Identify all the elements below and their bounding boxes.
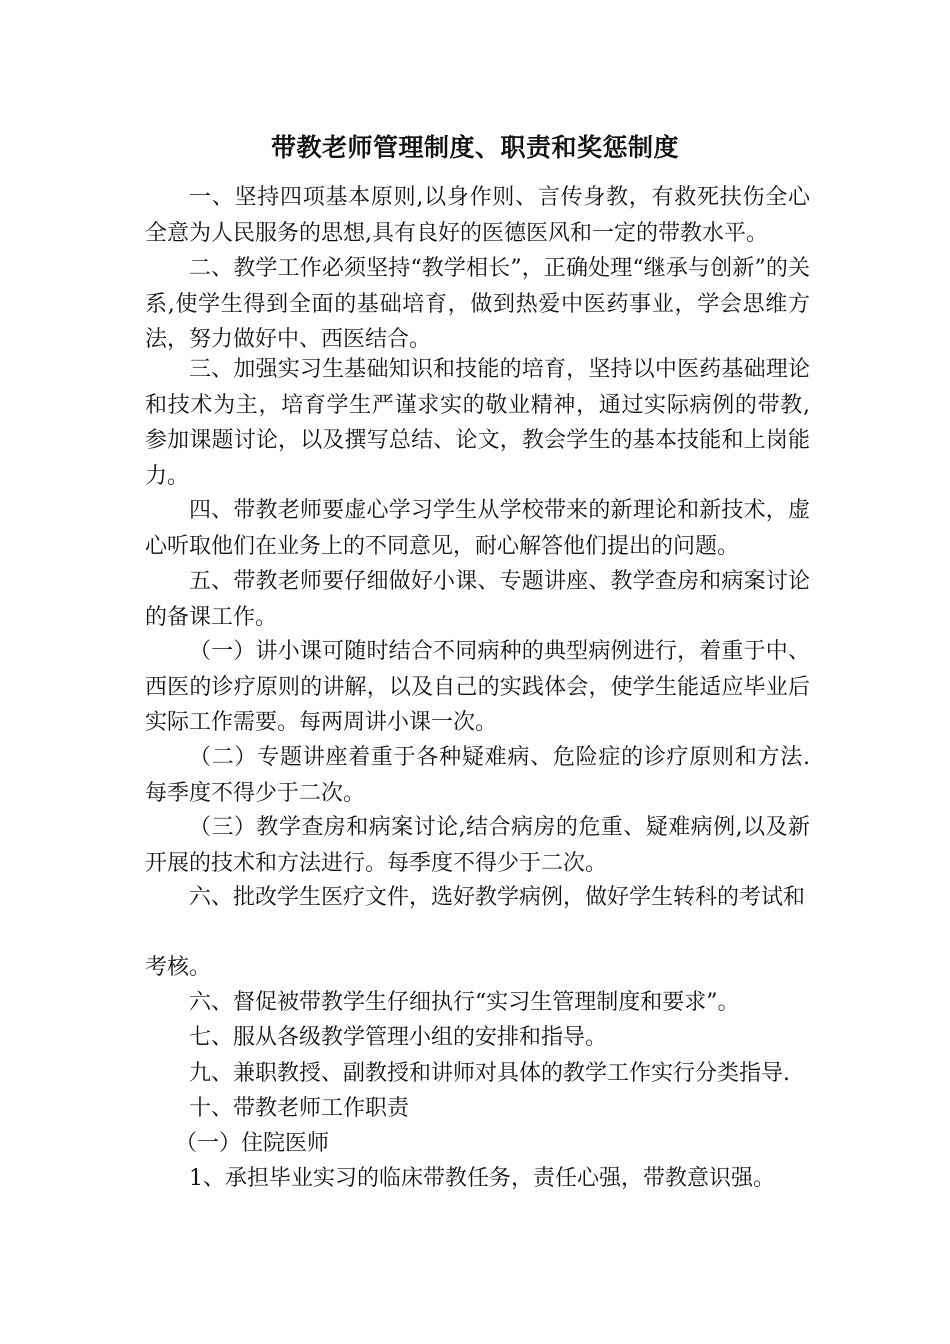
paragraph-teaching-rounds: （三）教学查房和病案讨论,结合病房的危重、疑难病例,以及新开展的技术和方法进行。每季度不得少于二次。 xyxy=(145,815,810,876)
paragraph-teacher-duties: 十、带教老师工作职责 xyxy=(189,1096,410,1121)
paragraph-assessment: 考核。 xyxy=(145,955,212,980)
paragraph-lesson-preparation: 五、带教老师要仔细做好小课、专题讲座、教学查房和病案讨论的备课工作。 xyxy=(145,569,810,630)
paragraph-principles: 一、坚持四项基本原则,以身作则、言传身教，有救死扶伤全心全意为人民服务的思想,具有良好的医德医风和一定的带教水平。 xyxy=(145,185,810,246)
paragraph-small-lessons: （一）讲小课可随时结合不同病种的典型病例进行，着重于中、西医的诊疗原则的讲解，以及自己的实践体会，使学生能适应毕业后实际工作需要。每两周讲小课一次。 xyxy=(145,639,810,735)
paragraph-medical-documents: 六、批改学生医疗文件，选好教学病例，做好学生转科的考试和 xyxy=(189,885,806,910)
paragraph-part-time-professors: 九、兼职教授、副教授和讲师对具体的教学工作实行分类指导. xyxy=(189,1061,790,1086)
paragraph-obey-arrangement: 七、服从各级教学管理小组的安排和指导。 xyxy=(189,1025,608,1050)
document-title: 带教老师管理制度、职责和奖惩制度 xyxy=(270,133,679,162)
paragraph-duty-item-1: 1、承担毕业实习的临床带教任务，责任心强，带教意识强。 xyxy=(189,1166,775,1191)
paragraph-special-lectures: （二）专题讲座着重于各种疑难病、危险症的诊疗原则和方法.每季度不得少于二次。 xyxy=(145,745,810,806)
paragraph-learn-from-students: 四、带教老师要虚心学习学生从学校带来的新理论和新技术，虚心听取他们在业务上的不同意见，耐心解答他们提出的问题。 xyxy=(145,498,810,559)
paragraph-basic-training: 三、加强实习生基础知识和技能的培育，坚持以中医药基础理论和技术为主，培育学生严谨求实的敬业精神，通过实际病例的带教,参加课题讨论，以及撰写总结、论文，教会学生的基本技能和上岗能力。 xyxy=(145,357,810,489)
paragraph-resident-physician: （一）住院医师 xyxy=(175,1131,330,1156)
paragraph-teaching-work: 二、教学工作必须坚持“教学相长”，正确处理“继承与创新”的关系,使学生得到全面的基础培育，做到热爱中医药事业，学会思维方法，努力做好中、西医结合。 xyxy=(145,256,810,352)
paragraph-supervise-students: 六、督促被带教学生仔细执行“实习生管理制度和要求”。 xyxy=(189,990,740,1015)
